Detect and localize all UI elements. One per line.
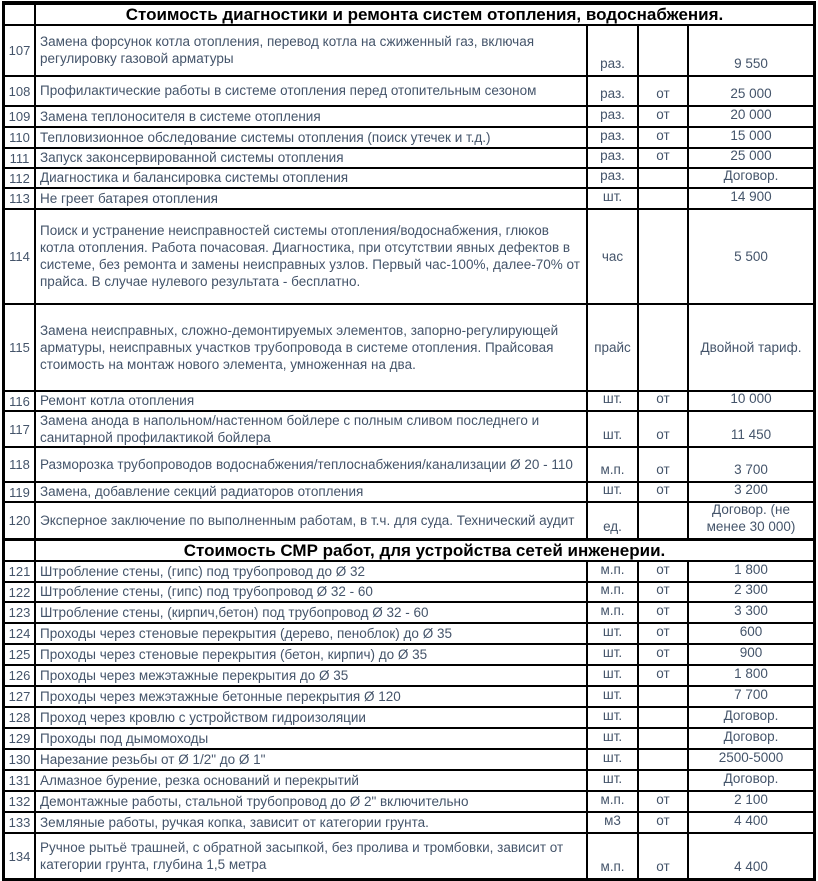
table-row — [5, 834, 813, 878]
row-unit: м.п. — [588, 834, 639, 878]
row-unit: шт. — [588, 412, 639, 446]
row-price: Договор. — [723, 169, 779, 183]
table-row — [5, 813, 813, 834]
row-price: 900 — [739, 645, 763, 660]
row-unit: шт. — [588, 708, 639, 727]
row-number: 114 — [5, 210, 36, 303]
row-unit: м.п. — [588, 603, 639, 622]
row-price: 20 000 — [730, 107, 772, 122]
table-row — [5, 708, 813, 729]
row-price: 25 000 — [730, 86, 772, 101]
row-unit: шт. — [588, 729, 639, 748]
row-price: 2500-5000 — [718, 750, 784, 765]
row-from-label — [639, 708, 689, 727]
row-price: Договор. — [723, 729, 779, 744]
row-number: 130 — [5, 750, 36, 769]
row-number: 127 — [5, 687, 36, 706]
row-number: 107 — [5, 26, 36, 75]
row-unit: шт. — [588, 189, 639, 208]
table-row — [5, 77, 813, 107]
row-number: 115 — [5, 305, 36, 390]
section-number-cell — [5, 5, 36, 24]
table-row — [5, 792, 813, 813]
row-number: 125 — [5, 645, 36, 664]
row-number: 134 — [5, 834, 36, 878]
row-number: 121 — [5, 562, 36, 581]
row-unit: шт. — [588, 483, 639, 501]
row-price: 10 000 — [730, 392, 772, 406]
table-row — [5, 448, 813, 483]
row-price: 14 900 — [730, 189, 772, 204]
row-unit: раз. — [588, 149, 639, 167]
row-from-label — [639, 750, 689, 769]
row-description: Демонтажные работы, стальной трубопровод до Ø 2" включительно — [36, 792, 588, 811]
section-title: Стоимость диагностики и ремонта систем отопления, водоснабжения. — [125, 5, 724, 24]
row-from-label: от — [639, 77, 689, 105]
row-price: 600 — [739, 624, 763, 639]
table-row — [5, 189, 813, 210]
row-from-label — [639, 687, 689, 706]
row-from-label: от — [639, 412, 689, 446]
table-row — [5, 603, 813, 624]
row-unit: шт. — [588, 624, 639, 643]
row-unit: шт. — [588, 392, 639, 410]
table-row — [5, 210, 813, 305]
row-price: Двойной тариф. — [700, 340, 802, 355]
row-description: Ремонт котла отопления — [36, 392, 588, 410]
row-number: 118 — [5, 448, 36, 481]
row-description: Ручное рытьё трашней, с обратной засыпкой, без пролива и тромбовки, зависит от категории грунта, глубина 1,5 метра — [36, 834, 588, 878]
row-from-label — [639, 169, 689, 187]
row-price: Договор. — [723, 771, 779, 786]
row-number: 132 — [5, 792, 36, 811]
row-description: Эксперное заключение по выполненным работам, в т.ч. для суда. Технический аудит — [36, 503, 588, 538]
table-row — [5, 392, 813, 412]
table-row — [5, 149, 813, 169]
row-unit: м3 — [588, 813, 639, 832]
row-number: 129 — [5, 729, 36, 748]
row-unit: шт. — [588, 645, 639, 664]
row-from-label: от — [639, 792, 689, 811]
row-number: 126 — [5, 666, 36, 685]
section-header-row — [5, 4, 813, 26]
table-row — [5, 750, 813, 771]
row-description: Штробление стены, (кирпич,бетон) под трубопровод Ø 32 - 60 — [36, 603, 588, 622]
row-unit: раз. — [588, 77, 639, 105]
row-price: 1 800 — [734, 666, 768, 681]
row-price: 3 700 — [734, 462, 768, 477]
row-from-label: от — [639, 645, 689, 664]
row-description: Проход через кровлю с устройством гидроизоляции — [36, 708, 588, 727]
row-from-label: от — [639, 624, 689, 643]
row-unit: м.п. — [588, 792, 639, 811]
row-price: 7 700 — [734, 687, 768, 702]
row-price: 2 300 — [734, 583, 768, 597]
row-from-label: от — [639, 392, 689, 410]
row-unit: раз. — [588, 107, 639, 126]
row-price: Договор. — [723, 708, 779, 723]
row-from-label: от — [639, 149, 689, 167]
table-row — [5, 687, 813, 708]
row-unit: раз. — [588, 26, 639, 75]
row-description: Поиск и устранение неисправностей системы отопления/водоснабжения, глюков котла отопления. Работа почасовая. Диагностика, при отсутствии явных дефектов в системе, без ремонта и замены неисправных узлов. Первый час-100%, далее-70% от прайса. В случае нулевого результата - бесплатно. — [36, 210, 588, 303]
row-from-label: от — [639, 448, 689, 481]
row-unit: шт. — [588, 771, 639, 790]
row-unit: м.п. — [588, 583, 639, 601]
row-unit: час — [588, 210, 639, 303]
row-number: 120 — [5, 503, 36, 538]
row-number: 113 — [5, 189, 36, 208]
row-description: Проходы через стеновые перекрытия (бетон, кирпич) до Ø 35 — [36, 645, 588, 664]
row-from-label: от — [639, 483, 689, 501]
row-from-label — [639, 26, 689, 75]
row-number: 124 — [5, 624, 36, 643]
row-price: 4 400 — [734, 859, 768, 874]
table-row — [5, 583, 813, 603]
table-row — [5, 729, 813, 750]
row-description: Штробление стены, (гипс) под трубопровод Ø 32 - 60 — [36, 583, 588, 601]
row-description: Замена теплоносителя в системе отопления — [36, 107, 588, 126]
row-description: Нарезание резьбы от Ø 1/2" до Ø 1" — [36, 750, 588, 769]
row-number: 109 — [5, 107, 36, 126]
table-row — [5, 483, 813, 503]
table-row — [5, 645, 813, 666]
row-number: 123 — [5, 603, 36, 622]
row-price: 5 500 — [734, 249, 768, 264]
row-description: Не греет батарея отопления — [36, 189, 588, 208]
row-unit: ед. — [588, 503, 639, 538]
table-row — [5, 412, 813, 448]
row-unit: прайс — [588, 305, 639, 390]
table-row — [5, 771, 813, 792]
table-row — [5, 503, 813, 540]
row-description: Замена форсунок котла отопления, перевод котла на сжиженный газ, включая регулировку газовой арматуры — [36, 26, 588, 75]
row-price: 1 800 — [734, 562, 768, 577]
row-unit: раз. — [588, 169, 639, 187]
row-from-label — [639, 503, 689, 538]
row-unit: м.п. — [588, 448, 639, 481]
row-from-label — [639, 305, 689, 390]
row-description: Разморозка трубопроводов водоснабжения/теплоснабжения/канализации Ø 20 - 110 — [36, 448, 588, 481]
row-price: 2 100 — [734, 792, 768, 807]
row-number: 128 — [5, 708, 36, 727]
section-number-cell — [5, 541, 36, 560]
row-from-label — [639, 729, 689, 748]
section-title: Стоимость СМР работ, для устройства сетей инженерии. — [183, 541, 666, 560]
row-description: Алмазное бурение, резка оснований и перекрытий — [36, 771, 588, 790]
row-description: Штробление стены, (гипс) под трубопровод до Ø 32 — [36, 562, 588, 581]
row-number: 116 — [5, 392, 36, 410]
row-from-label — [639, 771, 689, 790]
row-from-label: от — [639, 666, 689, 685]
row-unit: раз. — [588, 128, 639, 147]
row-number: 111 — [5, 149, 36, 167]
row-unit: шт. — [588, 687, 639, 706]
row-number: 131 — [5, 771, 36, 790]
table-row — [5, 107, 813, 128]
row-description: Диагностика и балансировка системы отопления — [36, 169, 588, 187]
row-description: Замена анода в напольном/настенном бойлере с полным сливом последнего и санитарной профилактикой бойлера — [36, 412, 588, 446]
row-description: Тепловизионное обследование системы отопления (поиск утечек и т.д.) — [36, 128, 588, 147]
row-number: 122 — [5, 583, 36, 601]
row-price: 25 000 — [730, 149, 772, 163]
row-from-label: от — [639, 562, 689, 581]
row-description: Проходы через межэтажные перекрытия до Ø 35 — [36, 666, 588, 685]
row-from-label: от — [639, 583, 689, 601]
section-header-row — [5, 540, 813, 562]
row-unit: шт. — [588, 750, 639, 769]
row-description: Замена неисправных, сложно-демонтируемых элементов, запорно-регулирующей арматуры, неисправных участков трубопровода в системе отопления. Прайсовая стоимость на монтаж нового элемента, умноженная на два. — [36, 305, 588, 390]
row-price: 3 300 — [734, 603, 768, 618]
row-number: 117 — [5, 412, 36, 446]
table-row — [5, 169, 813, 189]
row-from-label: от — [639, 834, 689, 878]
row-number: 110 — [5, 128, 36, 147]
row-from-label: от — [639, 813, 689, 832]
table-row — [5, 562, 813, 583]
row-description: Профилактические работы в системе отопления перед отопительным сезоном — [36, 77, 588, 105]
table-row — [5, 26, 813, 77]
row-description: Замена, добавление секций радиаторов отопления — [36, 483, 588, 501]
row-from-label: от — [639, 603, 689, 622]
table-row — [5, 305, 813, 392]
row-price: 4 400 — [734, 813, 768, 828]
row-from-label: от — [639, 128, 689, 147]
price-table — [2, 1, 816, 881]
row-number: 133 — [5, 813, 36, 832]
row-number: 108 — [5, 77, 36, 105]
row-price: 3 200 — [734, 483, 768, 497]
table-row — [5, 624, 813, 645]
row-price: 9 550 — [734, 56, 768, 71]
row-price: Договор. (не менее 30 000) — [706, 503, 796, 534]
row-from-label — [639, 210, 689, 303]
row-price: 15 000 — [730, 128, 772, 143]
row-from-label: от — [639, 107, 689, 126]
row-description: Запуск законсервированной системы отопления — [36, 149, 588, 167]
table-row — [5, 128, 813, 149]
row-number: 112 — [5, 169, 36, 187]
row-description: Проходы через межэтажные бетонные перекрытия Ø 120 — [36, 687, 588, 706]
row-description: Проходы под дымомоходы — [36, 729, 588, 748]
row-price: 11 450 — [730, 427, 772, 442]
row-unit: м.п. — [588, 562, 639, 581]
row-from-label — [639, 189, 689, 208]
row-description: Проходы через стеновые перекрытия (дерево, пеноблок) до Ø 35 — [36, 624, 588, 643]
row-number: 119 — [5, 483, 36, 501]
row-description: Земляные работы, ручкая копка, зависит от категории грунта. — [36, 813, 588, 832]
row-unit: шт. — [588, 666, 639, 685]
table-row — [5, 666, 813, 687]
